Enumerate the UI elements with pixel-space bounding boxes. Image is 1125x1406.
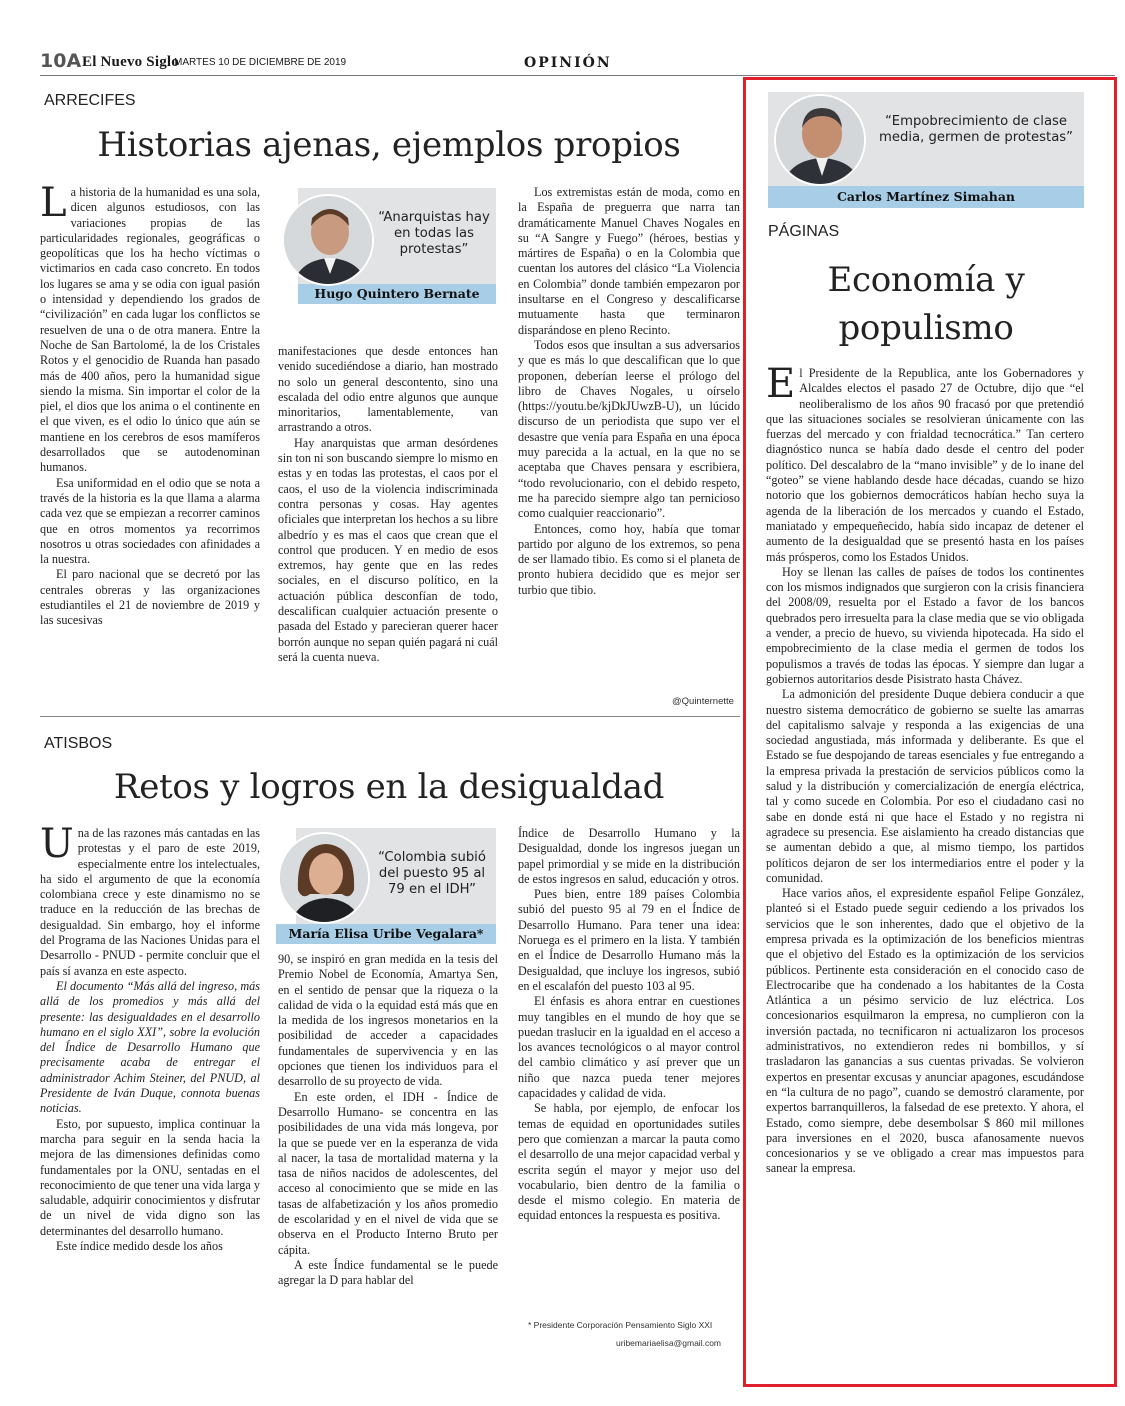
article3-headline: Economía y populismo	[827, 260, 1025, 348]
article1-column-1	[40, 185, 260, 710]
pull-quote: “Empobrecimiento de clase media, germen de protestas”	[879, 114, 1073, 145]
author-name: Hugo Quintero Bernate	[298, 284, 496, 304]
paragraph: Se habla, por ejemplo, de enfocar los temas de equidad en oportunidades sutiles pero que comienzan a marcar la pauta como el desarrollo de una mejor capacidad verbal y escrita según el mayor y mejor uso del vocabulario, bien dentro de la familia o desde el mismo colegio. En materia de equidad entonces la respuesta es positiva.	[518, 1101, 740, 1223]
paragraph: Hoy se llenan las calles de países de todos los continentes con los mismos indignados que surgieron con la crisis financiera del 2008/09, resuelta por el Estado a favor de los bancos quebrados pero irresuelta para la clase media que se vio obligada a vender, a precio de huevo, su vivienda hipotecada. Ha sido el empobrecimiento de la clase media el germen de todos los populismos a través de todas las épocas. Y siempre dan lugar a gobiernos autoritarios desde Pisistrato hasta Chávez.	[766, 564, 1084, 686]
paragraph: Índice de Desarrollo Humano y la Desigualdad, donde los ingresos juegan un papel primordial y se mide en la distribución de estos ingresos en salud, educación y otros.	[518, 826, 740, 886]
article2-kicker: ATISBOS	[44, 735, 113, 752]
article1-headline: Historias ajenas, ejemplos propios	[97, 125, 681, 165]
author-handle: @Quinternette	[672, 696, 734, 707]
author-name: María Elisa Uribe Vegalara*	[276, 924, 496, 944]
paragraph: Pues bien, entre 189 países Colombia subió del puesto 95 al 79 en el Índice de Desarrollo Humano. Para tener una idea: Noruega es el primero en la lista. Y también en el Índice de Desarrollo Humano más la Desigualdad, que incluye los ingresos, subió en el escalafón del puesto 103 al 95.	[518, 887, 740, 993]
pull-quote: “Anarquistas hay en todas las protestas”	[378, 210, 490, 257]
article3-kicker: PÁGINAS	[768, 223, 840, 240]
article-divider	[40, 716, 740, 717]
article1-column-2	[278, 344, 498, 710]
page-header	[40, 50, 1115, 76]
paragraph: Este índice medido desde los años	[56, 1239, 223, 1254]
article2-headline: Retos y logros en la desigualdad	[113, 767, 665, 807]
paragraph: Una de las razones más cantadas en las protestas y el paro de este 2019, especialmente entre los intelectuales, ha sido el argumento de que la economía colombiana crece y este dinamismo no se traduce en la reducción de las brechas de desigualdad. Sin embargo, hoy el informe del Programa de las Naciones Unidas para el Desarrollo - PNUD - permite concluir que el país sí avanza en este aspecto.	[40, 826, 260, 978]
author-email: uribemariaelisa@gmail.com	[616, 1338, 721, 1348]
author-name: Carlos Martínez Simahan	[768, 186, 1084, 208]
paragraph: Hay anarquistas que arman desórdenes sin ton ni son buscando siempre lo mismo en estas y en todas las protestas, el caos por el caos, el uso de la violencia indiscriminada contra personas y cosas. Hay agentes oficiales que interpretan los hechos a su libre albedrío y es mas el caos que crean que el control que producen. Y en medio de esos extremos, hay gente que en las redes sociales, en el discurso político, en la actuación pública desconfían de todo, descalifican cualquier actuación presente o pasada del Estado y parecieran querer hacer borrón aunque no sepan quién pagará ni cuál será la cuenta nueva.	[278, 435, 498, 664]
page-number: 10A	[40, 50, 82, 72]
paragraph: Los extremistas están de moda, como en la España de preguerra que narra tan dramáticamente Manuel Chaves Nogales en su “A Sangre y Fuego” (héroes, bestias y mártires de España) o en la Colombia que cuentan los autores del clásico “La Violencia en Colombia” donde también empezaron por insultarse en el Congreso y descalificarse mutuamente hasta que terminaron disparándose en pleno Recinto.	[518, 185, 740, 337]
article1-author-box	[278, 188, 498, 306]
article2-column-3	[518, 826, 740, 1316]
author-photo	[278, 832, 370, 924]
paragraph: manifestaciones que desde entonces han venido sucediéndose a diario, han mostrado no solo un general descontento, sino una escalada del odio entre algunos que aunque minoritarios, lamentablemente, van arrastrando a otros.	[278, 344, 498, 435]
article1-column-3	[518, 185, 740, 695]
paragraph: 90, se inspiró en gran medida en la tesis del Premio Nobel de Economía, Amartya Sen, en el sentido de pensar que la riqueza o la calidad de vida o la equidad está más que en la medida de los ingresos monetarios en la posibilidad de acceder a capacidades fundamentales de supervivencia y en las opciones que tienen los individuos para el desarrollo de su proyecto de vida.	[278, 952, 498, 1089]
newspaper-name: El Nuevo Siglo	[82, 54, 179, 70]
author-footnote: * Presidente Corporación Pensamiento Siglo XXI	[528, 1320, 713, 1330]
issue-date: MARTES 10 DE DICIEMBRE DE 2019	[174, 57, 347, 68]
paragraph: A este Índice fundamental se le puede agregar la D para hablar del	[278, 1257, 498, 1288]
highlight-frame	[743, 77, 1117, 1387]
paragraph: Hace varios años, el expresidente español Felipe González, planteó si el Estado puede seguir cediendo a los privados los servicios que le son inherentes, dado que el objetivo de la empresa privada es la optimización de los beneficios mientras que el objetivo del Estado es la optimización de los servicios públicos. Pertinente esta consideración en el conocido caso de Electrocaribe que ha condenado a los habitantes de la Costa Atlántica a un pésimo servicio de luz eléctrica. Los concesionarios esquilmaron la empresa, no cumplieron con la inversión pactada, no tecnificaron ni actualizaron los procesos administrativos, no extendieron redes ni bombillos, y sí trasladaron las ganancias a sus cuentas privadas. Se volvieron expertos en presentar excusas y anunciar apagones, escudándose en “la cultura de no pago”, cuando se demostró claramente, por expertos barranquilleros, la falsedad de ese pretexto. Y ahora, el Estado, como siempre, debe desembolsar $ 860 mil millones para inversiones en el 2020, busca afanosamente nuevos concesionarios y se ve obligado a crear mas impuestos para sanear la empresa.	[766, 886, 1084, 1176]
article1-kicker: ARRECIFES	[44, 92, 136, 109]
paragraph: El paro nacional que se decretó por las centrales obreras y las organizaciones estudiantiles el 21 de noviembre de 2019 y las sucesivas	[40, 567, 260, 628]
paragraph: Todos esos que insultan a sus adversarios y que es más lo que descalifican que lo que proponen, deberían leerse el prólogo del libro de Chaves Nogales, u oírselo (https://youtu.be/kjDkJUwzB-U), un lúcido discurso de un periodista que supo ver el desastre que venía para España en una época muy parecida a la actual, en la que no se aceptaba que Chaves pensara y escribiera, “todo revolucionario, con el debido respeto, me ha parecido siempre algo tan pernicioso como cualquier reaccionario”.	[518, 337, 740, 521]
section-title: OPINIÓN	[524, 55, 612, 71]
author-photo	[282, 194, 374, 286]
pull-quote: “Colombia subió del puesto 95 al 79 en el IDH”	[378, 850, 486, 897]
paragraph: Esa uniformidad en el odio que se nota a través de la historia es la que llama a alarma cada vez que se empiezan a recorrer caminos que en otros momentos ya recorrimos nosotros u otras sociedades con afinidades a la nuestra.	[40, 475, 260, 567]
paragraph: En este orden, el IDH - Índice de Desarrollo Humano- se concentra en las posibilidades de una vida más longeva, por la que se puede ver en la esperanza de vida al nacer, la tasa de mortalidad materna y la tasa de niños nacidos de adolescentes, del acceso al conocimiento que se mide en las tasas de alfabetización y los años promedio de escolaridad y en el nivel de vida que se observa en el Producto Interno Bruto per cápita.	[278, 1089, 498, 1257]
article2-author-box	[276, 828, 498, 946]
article2-column-1	[40, 826, 260, 1351]
paragraph: La historia de la humanidad es una sola, dicen algunos estudiosos, con las variaciones propias de las particularidades regionales, geográficas o geopolíticas que los ha hecho víctimas o victimarios en cada caso concreto. En todos los lugares se ama y se odia con igual pasión o intensidad y dependiendo los grados de “civilización” en cada lugar los conflictos se resuelven de una o de otra manera. Entre la Noche de San Bartolomé, la de los Cristales Rotos y el genocidio de Ruanda han pasado más de 400 años, pero la humanidad sigue siendo la misma. Sin importar el color de la piel, el dios que los anima o el continente en el que viven, es el odio lo único que aún se mantiene en los cerebros de esos mamíferos desarrollados que se autodenominan humanos.	[40, 185, 260, 475]
article2-column-2	[278, 952, 498, 1352]
paragraph: El Presidente de la Republica, ante los Gobernadores y Alcaldes electos el pasado 27 de Octubre, dijo que “el neoliberalismo de los años 90 fracasó por que pretendió que las situaciones sociales se resolvieran únicamente con las fuerzas del mercado y con frialdad tecnocrática.” Tan certero diagnóstico nunca se había dado desde el centro del poder político. Del descalabro de la “mano invisible” y de lo inane del “goteo” se viene hablando desde hace décadas, cuando se hizo notorio que los gobiernos democráticos habían hecho suya la agenda de la liberación de los mercados y cuando el Estado, maniatado y empequeñecido, había sido incapaz de detener el aumento de la desigualdad que se presentó hasta en los países más prósperos, como los Estados Unidos.	[766, 366, 1084, 564]
paragraph: Esto, por supuesto, implica continuar la marcha para seguir en la senda hacia la mejora de las dimensiones definidas como fundamentales por la ONU, sentadas en el reconocimiento de que tener una vida larga y saludable, adquirir conocimientos y disfrutar de un nivel de vida digno son las determinantes del desarrollo humano.	[40, 1116, 260, 1238]
paragraph: El énfasis es ahora entrar en cuestiones muy tangibles en el mundo de hoy que se puedan traslucir en la igualdad en el acceso a los avances tecnológicos o al mayor control del cambio climático y así prever que un niño que nazca pueda tener mejores capacidades y calidad de vida.	[518, 994, 740, 1101]
paragraph: La admonición del presidente Duque debiera conducir a que nuestro sistema democrático de gobierno se suelte las amarras del capitalismo salvaje y responda a las exigencias de una sociedad angustiada, más informada y deliberante. Es que el Estado se fue despojando de tareas esenciales y fue entregando a la empresa privada la prestación de servicios públicos como la salud y la distribución y comercialización de energía eléctrica, tal y como sucede en Colombia. Por eso el ciudadano casi no sabe en donde está ni que hace el Estado y no registra ni agradece su presencia. Ese aislamiento ha creado distancias que se aumentan debido a que, al mismo tiempo, los partidos políticos dejaron de ser los intermediarios entre el poder y la comunidad.	[766, 687, 1084, 885]
paragraph: El documento “Más allá del ingreso, más allá de los promedios y más allá del presente: las desigualdades en el desarrollo humano en el siglo XXI”, sobre la evolución del Índice de Desarrollo Humano que precisamente acaba de entregar el administrador Achim Steiner, del PNUD, al Presidente de Iván Duque, connota buenas noticias.	[40, 978, 260, 1116]
paragraph: Entonces, como hoy, había que tomar partido por alguno de los extremos, so pena de ser llamado tibio. Es como si el planeta de pronto hubiera decidido que es mejor ser turbio que tibio.	[518, 521, 740, 597]
